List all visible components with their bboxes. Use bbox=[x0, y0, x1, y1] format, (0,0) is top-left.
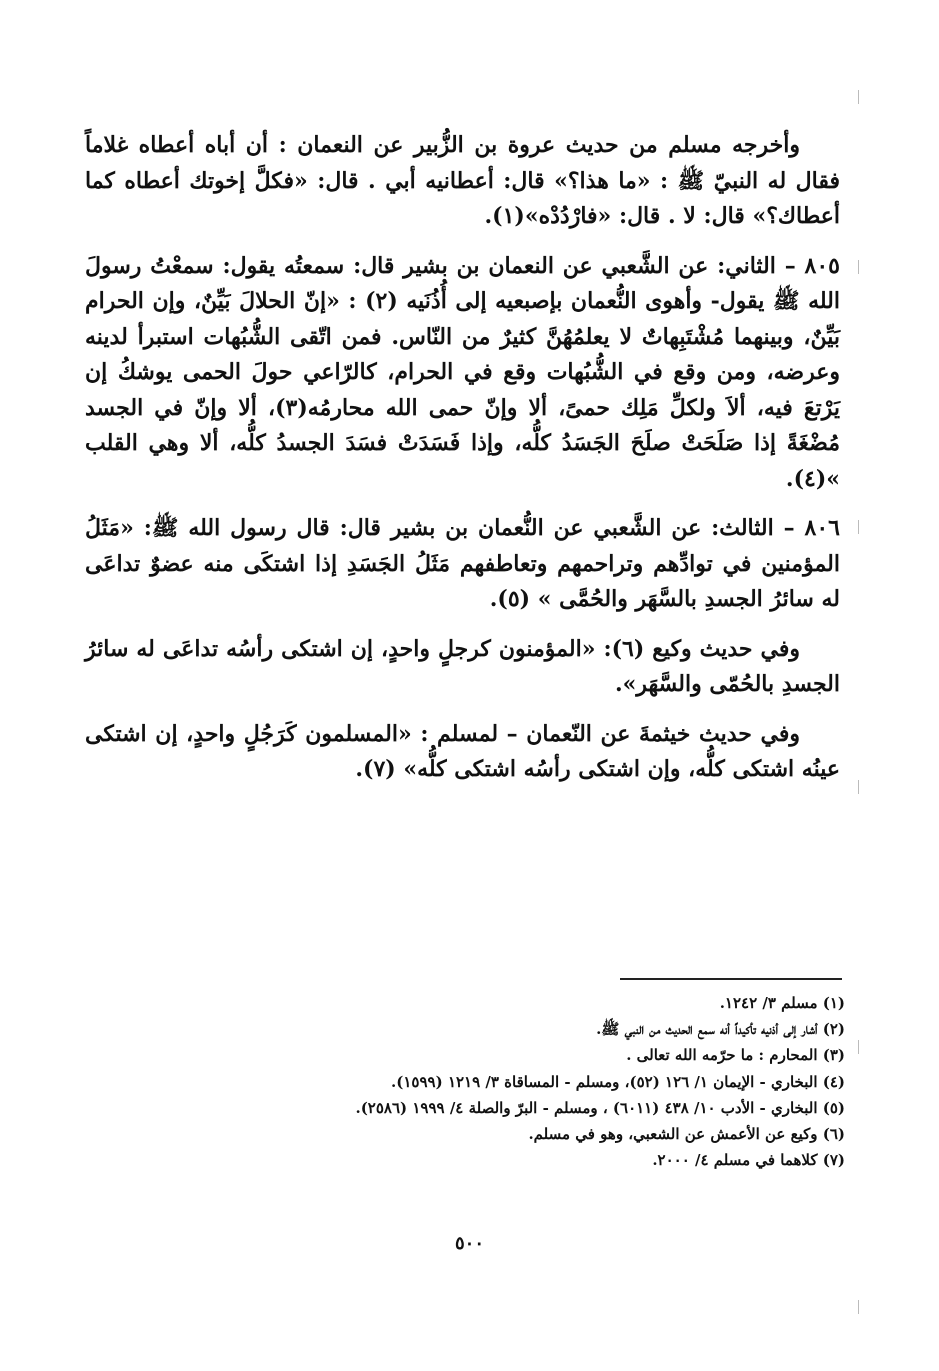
scan-mark bbox=[858, 780, 859, 794]
paragraph-1: وأخرجه مسلم من حديث عروة بن الزُّبير عن النعمان : أن أباه أعطاه غلاماً فقال له النبيّ ﷺ : «ما هذا؟» قال: أعطانيه أبي . قال: «فكلَّ إخوتك أعطاه كما أعطاك؟» قال: لا . قال: «فارْدُدْه»(١). bbox=[85, 132, 840, 229]
hadith-806: ٨٠٦ – الثالث: عن الشَّعبي عن النُّعمان بن بشير قال: قال رسول الله ﷺ: «مَثَلُ المؤمنين في توادِّهم وتراحمهم وتعاطفهم مَثَلُ الجَسَدِ إذا اشتكَى منه عضوٌ تداعَى له سائرُ الجسدِ بالسَّهَر والحُمَّى » (٥). bbox=[85, 515, 840, 612]
footnote-divider bbox=[620, 978, 842, 980]
footnote-5: (٥) البخاري - الأدب ١٠/ ٤٣٨ (٦٠١١) ، ومسلم - البرّ والصلة ٤/ ١٩٩٩ (٢٥٨٦). bbox=[355, 1098, 845, 1117]
scan-mark bbox=[858, 90, 859, 104]
scan-mark bbox=[858, 1300, 859, 1314]
scan-mark bbox=[858, 1040, 859, 1054]
scan-mark bbox=[858, 260, 859, 274]
footnote-7: (٧) كلاهما في مسلم ٤/ ٢٠٠٠. bbox=[652, 1151, 845, 1170]
footnote-6: (٦) وكيع عن الأعمش عن الشعبي، وهو في مسلم. bbox=[528, 1125, 845, 1144]
footnote-3: (٣) المحارم : ما حرّمه الله تعالى . bbox=[626, 1046, 845, 1065]
footnotes bbox=[225, 990, 845, 1173]
paragraph-khaythama: وفي حديث خيثمةَ عن النّعمان – لمسلم : «المسلمون كَرَجُلٍ واحدٍ، إن اشتكى عينُه اشتكى كلُّه، وإن اشتكى رأسُه اشتكى كلُّه» (٧). bbox=[85, 720, 840, 782]
scan-mark bbox=[858, 520, 859, 534]
footnote-4: (٤) البخاري - الإيمان ١/ ١٢٦ (٥٢)، ومسلم - المساقاة ٣/ ١٢١٩ (١٥٩٩). bbox=[391, 1072, 845, 1091]
hadith-805: ٨٠٥ – الثاني: عن الشَّعبي عن النعمان بن بشير قال: سمعتُه يقول: سمعْتُ رسولَ الله ﷺ يقول- وأهوى النُّعمان بإصبعيه إلى أُذُنَيه (٢) : «إنّ الحلالَ بَيِّنٌ، وإن الحرام بَيِّنٌ، وبينهما مُشْتَبِهاتٌ لا يعلمُهُنَّ كثيرٌ من النّاس. فمن اتّقى الشُّبُهات استبرأ لدينه وعرضه، ومن وقع في الشُّبُهات وقع في الحرام، كالرّاعي حولَ الحمى يوشكُ إن يَرْتعَ فيه، ألاَ ولكلِّ مَلِك حمىً، ألا وإنّ حمى الله محارمُه(٣)، ألا وإنّ في الجسد مُضْغَةً إذا صَلَحَتْ صلَحَ الجَسَدُ كلُّه، وإذا فَسَدَتْ فسَدَ الجسدُ كلُّه، ألا وهي القلب »(٤). bbox=[85, 252, 840, 492]
paragraph-waki: وفي حديث وكيع (٦): «المؤمنون كرجلٍ واحدٍ، إن اشتكى رأسُه تداعَى له سائرُ الجسدِ بالحُمّى والسَّهَر». bbox=[85, 635, 840, 697]
footnote-2: (٢) أشار إلى أذنيه تأكيداً أنه سمع الحديث من النبي ﷺ. bbox=[596, 1020, 845, 1039]
page-number: ٥٠٠ bbox=[454, 1233, 484, 1254]
main-text bbox=[85, 128, 840, 802]
footnote-1: (١) مسلم ٣/ ١٢٤٢. bbox=[719, 994, 845, 1012]
